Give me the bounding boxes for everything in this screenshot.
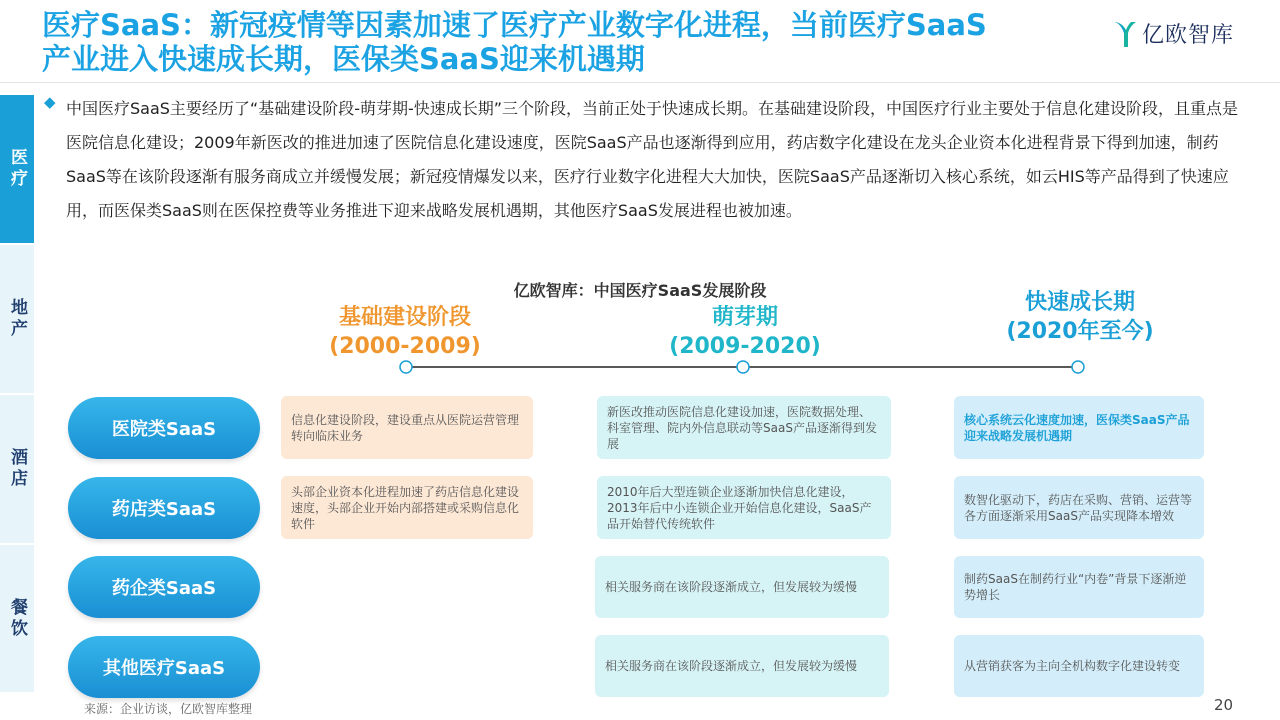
logo [1112,18,1234,49]
stage-foundation [300,303,510,361]
stage-rapid-growth [995,288,1165,346]
page-title-line-1: 医疗SaaS：新冠疫情等因素加速了医疗产业数字化进程，当前医疗SaaS [42,8,987,42]
row-label-pharmacy-saas: 药店类SaaS [68,477,260,539]
cell-pharmacy-stage1: 头部企业资本化进程加速了药店信息化建设速度，头部企业开始内部搭建或采购信息化软件 [281,476,533,539]
intro-text: 中国医疗SaaS主要经历了“基础建设阶段-萌芽期-快速成长期”三个阶段，当前正处于快速成长期。在基础建设阶段，中国医疗行业主要处于信息化建设阶段，且重点是医院信息化建设；2009年新医改的推进加速了医院信息化建设速度，医院SaaS产品也逐渐得到应用，药店数字化建设在龙头企业资本化进程背景下得到加速，制药SaaS等在该阶段逐渐有服务商成立并缓慢发展；新冠疫情爆发以来，医疗行业数字化进程大大加快，医院SaaS产品逐渐切入核心系统，如云HIS等产品得到了快速应用，而医保类SaaS则在医保控费等业务推进下迎来战略发展机遇期，其他医疗SaaS发展进程也被加速。 [66,99,1239,220]
cell-hospital-stage2: 新医改推动医院信息化建设加速，医院数据处理、科室管理、院内外信息联动等SaaS产品逐渐得到发展 [597,396,891,459]
sidebar-tab-hotel[interactable] [0,395,34,543]
timeline-node-2009 [737,361,749,373]
source-note: 来源：企业访谈，亿欧智库整理 [84,702,253,716]
row-label-other-medical-saas: 其他医疗SaaS [68,636,260,698]
timeline-node-2020 [1072,361,1084,373]
timeline-node-2000 [400,361,412,373]
row-label-hospital-saas: 医院类SaaS [68,397,260,459]
cell-pharmacy-stage2: 2010年后大型连锁企业逐渐加快信息化建设，2013年后中小连锁企业开始信息化建设，SaaS产品开始替代传统软件 [597,476,891,539]
sidebar-tab-medical[interactable] [0,95,34,243]
row-label-pharma-saas: 药企类SaaS [68,556,260,618]
sidebar-tab-real-estate[interactable] [0,245,34,393]
cell-pharma-stage3: 制药SaaS在制药行业“内卷”背景下逐渐逆势增长 [954,556,1204,618]
sidebar-tab-catering[interactable] [0,545,34,692]
stage-name: 萌芽期 [711,305,778,330]
yiou-logo-icon [1112,19,1138,49]
intro-paragraph [44,92,1244,228]
cell-pharma-stage2: 相关服务商在该阶段逐渐成立，但发展较为缓慢 [595,556,889,618]
cell-hospital-stage3: 核心系统云化速度加速，医保类SaaS产品迎来战略发展机遇期 [954,396,1204,459]
page-title [42,8,1102,76]
sidebar-tab-label: 餐饮 [7,597,27,640]
stage-name: 基础建设阶段 [338,305,471,330]
sidebar-tab-label: 地产 [7,298,27,340]
stage-years: (2009-2020) [669,334,821,359]
logo-text: 亿欧智库 [1142,23,1235,48]
cell-other-stage3: 从营销获客为主向全机构数字化建设转变 [954,635,1204,697]
stage-emergence [640,303,850,361]
sidebar-tab-label: 酒店 [7,448,27,490]
header-divider [0,82,1280,83]
stage-name: 快速成长期 [1024,290,1135,315]
diagram-title: 亿欧智库：中国医疗SaaS发展阶段 [513,281,767,300]
stage-years: (2000-2009) [329,334,481,359]
cell-pharmacy-stage3: 数智化驱动下，药店在采购、营销、运营等各方面逐渐采用SaaS产品实现降本增效 [954,476,1204,539]
page-number: 20 [1214,696,1234,714]
diamond-bullet-icon: ◆ [44,93,56,111]
cell-hospital-stage1: 信息化建设阶段，建设重点从医院运营管理转向临床业务 [281,396,533,459]
cell-other-stage2: 相关服务商在该阶段逐渐成立，但发展较为缓慢 [595,635,889,697]
sidebar-tab-label: 医疗 [7,148,27,190]
stage-years: (2020年至今) [1006,319,1154,344]
sidebar [0,95,34,692]
page-title-line-2: 产业进入快速成长期，医保类SaaS迎来机遇期 [42,42,645,76]
